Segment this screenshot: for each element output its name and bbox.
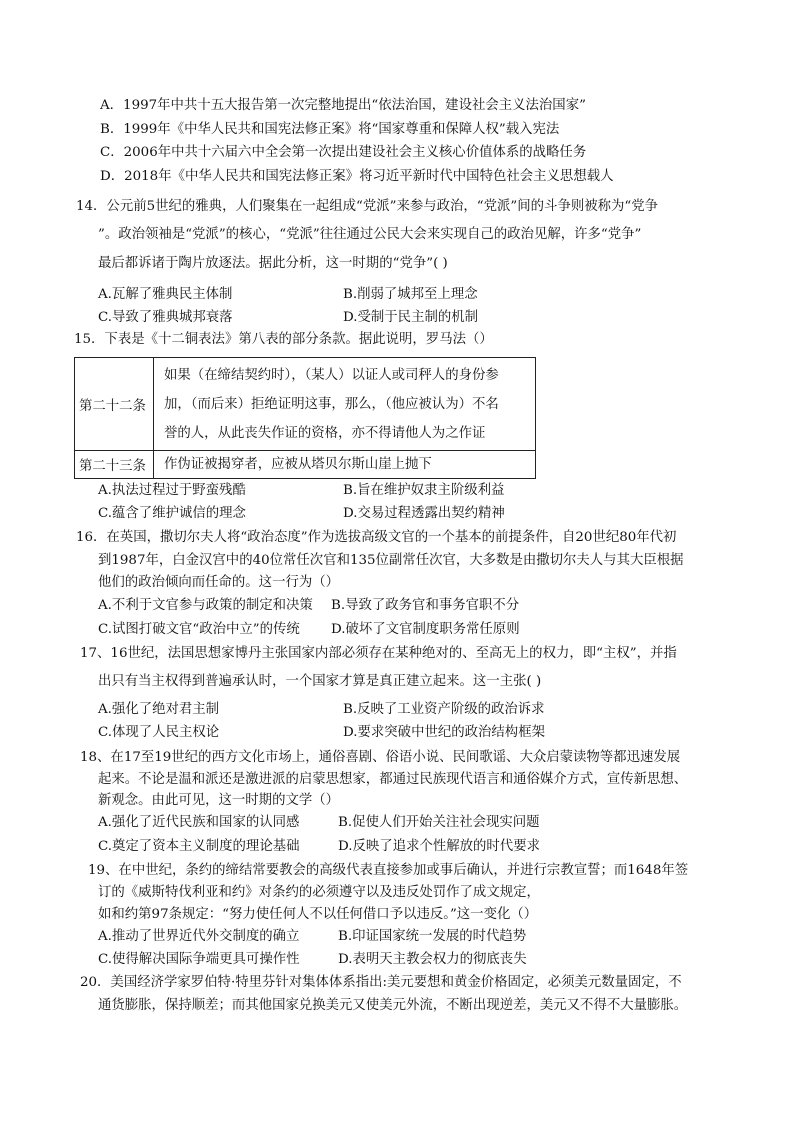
q17-stem-line1: 17、16世纪，法国思想家博丹主张国家内部必须存在某种绝对的、至高无上的权力，即“主权”，并指 bbox=[80, 646, 677, 661]
q14-option-a: A.瓦解了雅典民主体制 bbox=[98, 287, 233, 302]
q14-stem-line3: 最后都诉诸于陶片放逐法。据此分析，这一时期的“党争”( ) bbox=[98, 256, 448, 271]
q15-option-d: D.交易过程透露出契约精神 bbox=[343, 506, 505, 521]
q13-option-d: D．2018年《中华人民共和国宪法修正案》将习近平新时代中国特色社会主义思想载人 bbox=[100, 169, 614, 184]
q14-option-b: B.削弱了城邦至上理念 bbox=[343, 287, 478, 302]
q14-stem-line2: ”。政治领袖是“党派”的核心，“党派”往往通过公民大会来实现自己的政治见解，许多“党争” bbox=[98, 227, 642, 242]
q16-stem-line1: 16．在英国，撒切尔夫人将“政治态度”作为选拔高级文官的一个基本的前提条件，自20世纪80年代初 bbox=[76, 530, 677, 545]
q16-option-b: B.导致了政务官和事务官职不分 bbox=[331, 598, 520, 613]
q18-option-a: A.强化了近代民族和国家的认同感 bbox=[98, 815, 300, 830]
q18-stem-line3: 新观念。由此可见，这一时期的文学（） bbox=[98, 793, 340, 808]
q19-stem-line2: 订的《威斯特伐利亚和约》对条约的必须遵守以及违反处罚作了成文规定， bbox=[98, 885, 540, 900]
article-text-line: 如果（在缔结契约时），（某人）以证人或司秤人的身份参 bbox=[164, 367, 499, 383]
article-text bbox=[154, 358, 536, 451]
q14-stem-line1: 14．公元前5世纪的雅典，人们聚集在一起组成“党派”来参与政治，“党派”间的斗争则被称为“党争 bbox=[76, 199, 659, 214]
table-row bbox=[75, 451, 536, 479]
q18-option-d: D.反映了追求个性解放的时代要求 bbox=[338, 839, 540, 854]
q18-option-c: C.奠定了资本主义制度的理论基础 bbox=[98, 839, 300, 854]
q16-stem-line3: 他们的政治倾向而任命的。这一行为（） bbox=[98, 575, 340, 590]
q19-option-b: B.印证国家统一发展的时代趋势 bbox=[338, 929, 527, 944]
q16-option-c: C.试图打破文官“政治中立”的传统 bbox=[98, 622, 300, 637]
q17-option-c: C.体现了人民主权论 bbox=[98, 725, 220, 740]
q17-option-a: A.强化了绝对君主制 bbox=[98, 702, 220, 717]
q20-stem-line2: 通货膨胀，保持顺差；而其他国家兑换美元又使美元外流，不断出现逆差，美元又不得不大量膨胀。 bbox=[98, 998, 688, 1013]
article-text-line: 誉的人，从此丧失作证的资格，亦不得请他人为之作证 bbox=[164, 425, 486, 441]
q15-stem: 15．下表是《十二铜表法》第八表的部分条款。据此说明，罗马法（） bbox=[74, 332, 493, 347]
q13-option-c: C．2006年中共十六届六中全会第一次提出建设社会主义核心价值体系的战略任务 bbox=[100, 145, 587, 160]
q15-option-c: C.蕴含了维护诚信的理念 bbox=[98, 506, 246, 521]
q18-stem-line2: 起来。不论是温和派还是激进派的启蒙思想家，都通过民族现代语言和通俗媒介方式，宣传新思想、 bbox=[98, 772, 688, 787]
q16-option-d: D.破坏了文官制度职务常任原则 bbox=[331, 622, 520, 637]
q19-option-d: D.表明天主教会权力的彻底丧失 bbox=[338, 952, 527, 967]
q16-option-a: A.不利于文官参与政策的制定和决策 bbox=[98, 598, 313, 613]
q19-option-c: C.使得解决国际争端更具可操作性 bbox=[98, 952, 300, 967]
article-text: 作伪证被揭穿者，应被从塔贝尔斯山崖上抛下 bbox=[154, 451, 536, 479]
q18-stem-line1: 18、在17至19世纪的西方文化市场上，通俗喜剧、俗语小说、民间歌谣、大众启蒙读物等都迅速发展 bbox=[80, 750, 681, 765]
q15-option-b: B.旨在维护奴隶主阶级利益 bbox=[343, 483, 505, 498]
q17-stem-line2: 出只有当主权得到普遍承认时，一个国家才算是真正建立起来。这一主张( ) bbox=[98, 674, 542, 689]
q19-stem-line1: 19、在中世纪，条约的缔结常要教会的高级代表直接参加或事后确认，并进行宗教宣誓；而1648年签 bbox=[88, 863, 689, 878]
table-row bbox=[75, 358, 536, 451]
article-text-line: 加，（而后来）拒绝证明这事，那么，（他应被认为）不名 bbox=[164, 396, 499, 412]
twelve-tables-excerpt-table bbox=[74, 357, 536, 479]
q16-stem-line2: 到1987年，白金汉宫中的40位常任次官和135位副常任次官，大多数是由撒切尔夫人与其大臣根据 bbox=[98, 553, 684, 568]
q13-option-a: A．1997年中共十五大报告第一次完整地提出“依法治国，建设社会主义法治国家” bbox=[100, 98, 586, 113]
q17-option-b: B.反映了工业资产阶级的政治诉求 bbox=[343, 702, 545, 717]
q13-option-b: B．1999年《中华人民共和国宪法修正案》将“国家尊重和保障人权”载入宪法 bbox=[100, 122, 560, 137]
q19-option-a: A.推动了世界近代外交制度的确立 bbox=[98, 929, 300, 944]
q14-option-c: C.导致了雅典城邦衰落 bbox=[98, 310, 233, 325]
q19-stem-line3: 如和约第97条规定：“努力使任何人不以任何借口予以违反。”这一变化（） bbox=[98, 907, 538, 922]
q14-option-d: D.受制于民主制的机制 bbox=[343, 310, 479, 325]
q18-option-b: B.促使人们开始关注社会现实问题 bbox=[338, 815, 540, 830]
q15-option-a: A.执法过程过于野蛮残酷 bbox=[98, 483, 246, 498]
q20-stem-line1: 20．美国经济学家罗伯特·特里芬针对集体体系指出:美元要想和黄金价格固定，必须美元数量固定，不 bbox=[80, 975, 682, 990]
article-label: 第二十二条 bbox=[75, 358, 154, 451]
q17-option-d: D.要求突破中世纪的政治结构框架 bbox=[343, 725, 545, 740]
article-label: 第二十三条 bbox=[75, 451, 154, 479]
